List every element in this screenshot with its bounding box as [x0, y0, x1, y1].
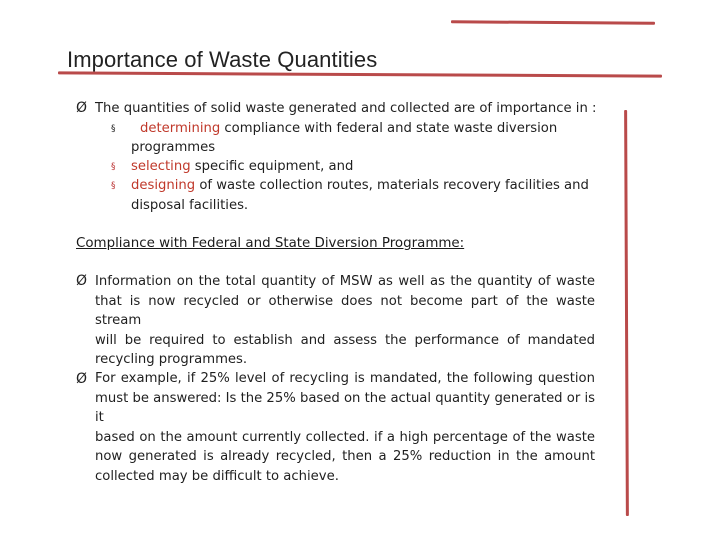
- square-bullet-icon: §: [111, 162, 116, 172]
- square-bullet-icon: §: [111, 181, 116, 191]
- arrow-bullet-icon: Ø: [76, 273, 88, 289]
- decorative-rule-right: [624, 110, 629, 516]
- point-information: Information on the total quantity of MSW as well as the quantity of waste that is now recycled or otherwise does not become part of the waste stream will be required to establish and assess the performance of mandated recycling programmes.: [95, 274, 595, 367]
- square-bullet-icon: §: [111, 124, 116, 134]
- decorative-rule-top: [451, 20, 655, 24]
- arrow-bullet-icon: Ø: [76, 100, 88, 116]
- bullet-selecting: selecting specific equipment, and: [131, 159, 354, 174]
- bullet-determining-line1: determining compliance with federal and state waste diversion: [140, 121, 558, 136]
- point-example: For example, if 25% level of recycling is mandated, the following question must be answered: Is the 25% based on the actual quantity generated or is it based on the amount currently collected. if a high percentage of the waste now generated is already recycled, then a 25% reduction in the amount collected may be difficult to achieve.: [95, 371, 595, 484]
- section-subheading: Compliance with Federal and State Diversion Programme:: [76, 236, 465, 251]
- bullet-designing-line1: designing of waste collection routes, materials recovery facilities and: [131, 178, 589, 193]
- keyword-determining: determining: [140, 121, 221, 136]
- keyword-designing: designing: [131, 178, 196, 193]
- intro-text: The quantities of solid waste generated and collected are of importance in :: [95, 101, 597, 116]
- bullet-designing-line2: disposal facilities.: [131, 198, 249, 213]
- slide-title: Importance of Waste Quantities: [67, 47, 378, 72]
- bullet-determining-line2: programmes: [131, 140, 216, 155]
- arrow-bullet-icon: Ø: [76, 371, 88, 387]
- keyword-selecting: selecting: [131, 159, 191, 174]
